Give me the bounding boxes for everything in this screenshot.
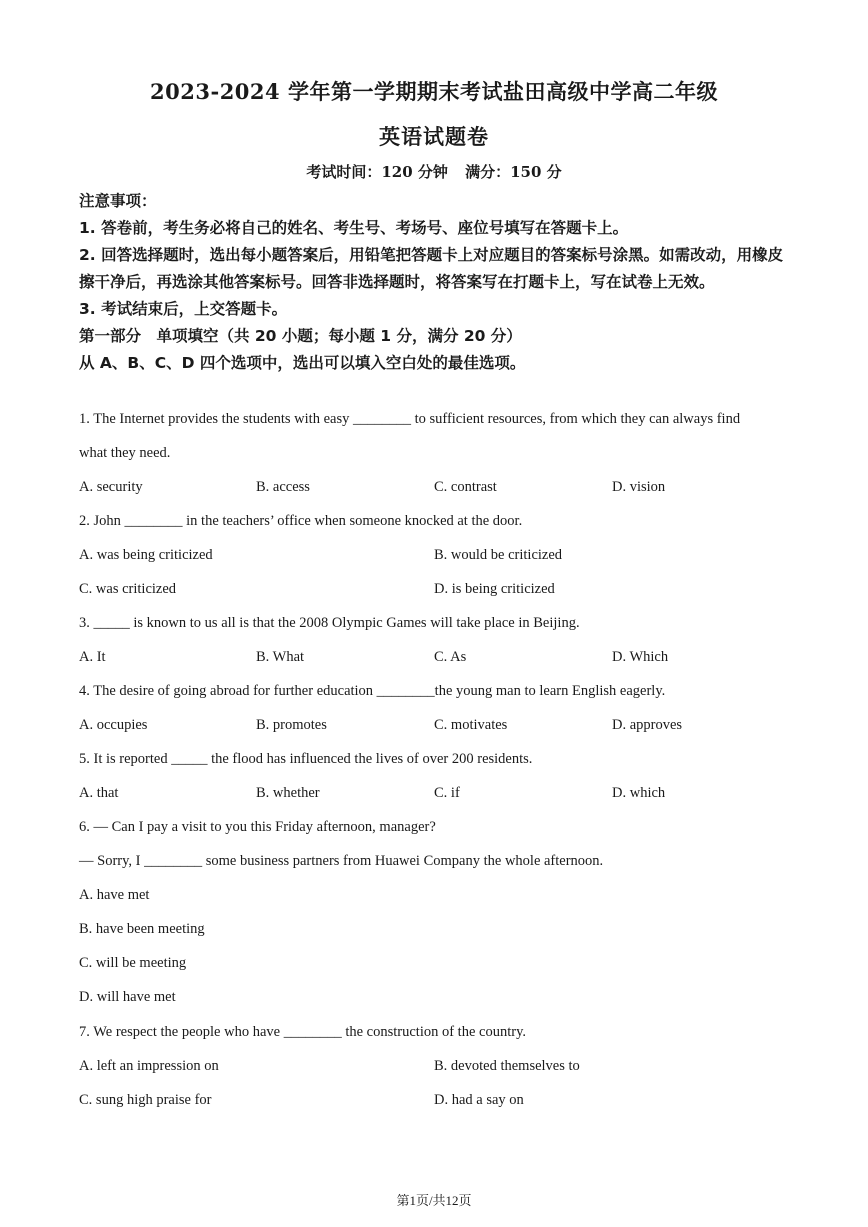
option-b: B. have been meeting — [79, 921, 205, 937]
option-d: D. which — [612, 785, 666, 801]
option-c: C. sung high praise for — [79, 1092, 212, 1108]
option-row — [79, 647, 799, 667]
option-c: C. contrast — [434, 479, 497, 495]
option-b: B. whether — [256, 785, 320, 801]
section-title: 第一部分 单项填空（共 20 小题；每小题 1 分，满分 20 分） — [79, 327, 522, 345]
option-c: C. motivates — [434, 717, 508, 733]
exam-info — [0, 161, 868, 182]
option-row — [79, 477, 799, 497]
option-a: A. have met — [79, 887, 150, 903]
page-indicator: 第1页/共12页 — [396, 1193, 472, 1208]
option-d: D. Which — [612, 649, 669, 665]
exam-time: 考试时间：120 分钟 — [306, 163, 448, 181]
option-d: D. vision — [612, 479, 666, 495]
option-c: C. As — [434, 649, 467, 665]
option-row — [79, 579, 799, 599]
option-a: A. was being criticized — [79, 547, 213, 563]
option-a: A. occupies — [79, 717, 148, 733]
option-row — [79, 715, 799, 735]
option-b: B. What — [256, 649, 305, 665]
question-stem: 5. It is reported _____ the flood has influenced the lives of over 200 residents. — [79, 751, 533, 767]
note-item-1: 1. 答卷前，考生务必将自己的姓名、考生号、考场号、座位号填写在答题卡上。 — [79, 219, 629, 237]
option-d: D. approves — [612, 717, 683, 733]
notes-section — [79, 188, 791, 377]
question-stem-continued: what they need. — [79, 445, 171, 461]
option-a: A. It — [79, 649, 106, 665]
question-stem: 1. The Internet provides the students with easy ________ to sufficient resources, from which they can always find — [79, 411, 741, 427]
question-stem: 3. _____ is known to us all is that the 2008 Olympic Games will take place in Beijing. — [79, 615, 580, 631]
question-stem: 7. We respect the people who have ________ the construction of the country. — [79, 1024, 527, 1040]
option-d: D. will have met — [79, 989, 176, 1005]
option-c: C. if — [434, 785, 460, 801]
option-row — [79, 1090, 799, 1110]
question-stem: 6. — Can I pay a visit to you this Friday afternoon, manager? — [79, 819, 436, 835]
option-a: A. left an impression on — [79, 1058, 219, 1074]
option-row — [79, 1056, 799, 1076]
option-row — [79, 783, 799, 803]
option-c: C. was criticized — [79, 581, 177, 597]
option-c: C. will be meeting — [79, 955, 187, 971]
notes-heading: 注意事项： — [79, 192, 157, 210]
option-a: A. security — [79, 479, 143, 495]
question-stem: 2. John ________ in the teachers’ office when someone knocked at the door. — [79, 513, 523, 529]
option-b: B. devoted themselves to — [434, 1058, 580, 1074]
option-row — [79, 545, 799, 565]
section-instruction: 从 A、B、C、D 四个选项中，选出可以填入空白处的最佳选项。 — [79, 354, 526, 372]
option-b: B. would be criticized — [434, 547, 563, 563]
option-b: B. access — [256, 479, 310, 495]
note-item-3: 3. 考试结束后，上交答题卡。 — [79, 300, 288, 318]
exam-subtitle: 英语试题卷 — [379, 124, 489, 149]
exam-title: 2023-2024 学年第一学期期末考试盐田高级中学高二年级 — [150, 79, 718, 104]
option-b: B. promotes — [256, 717, 327, 733]
option-d: D. is being criticized — [434, 581, 555, 597]
question-stem: 4. The desire of going abroad for further education ________the young man to learn English eagerly. — [79, 683, 666, 699]
question-stem-continued: — Sorry, I ________ some business partners from Huawei Company the whole afternoon. — [79, 853, 604, 869]
option-d: D. had a say on — [434, 1092, 524, 1108]
full-score: 满分：150 分 — [465, 163, 562, 181]
note-item-2: 2. 回答选择题时，选出每小题答案后，用铅笔把答题卡上对应题目的答案标号涂黑。如需改动，用橡皮擦干净后，再选涂其他答案标号。回答非选择题时，将答案写在打题卡上，写在试卷上无效。 — [79, 246, 784, 291]
option-a: A. that — [79, 785, 119, 801]
